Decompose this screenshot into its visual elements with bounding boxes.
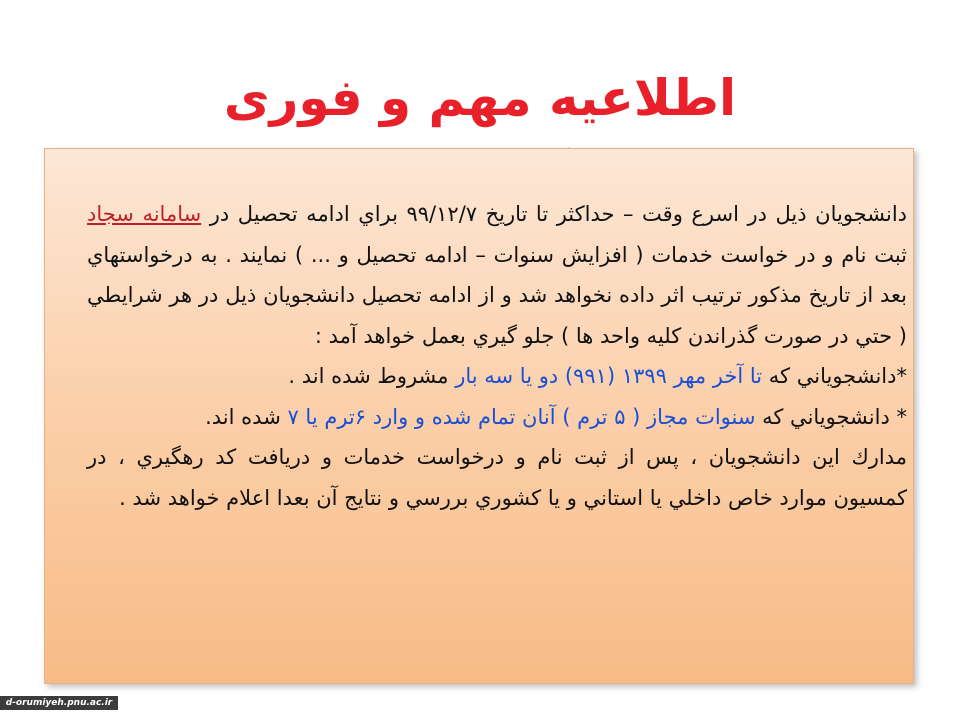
announcement-box xyxy=(44,148,914,684)
condition-item-highlight: تا آخر مهر ۱۳۹۹ (۹۹۱) دو يا سه بار xyxy=(455,364,763,388)
intro-text-end: ثبت نام و در خواست خدمات ( افزايش سنوات – ادامه تحصيل و ... ) نمايند . به درخواستهاي بعد از تاريخ مذكور ترتيب اثر داده نخواهد شد و از ادامه تحصيل دانشجويان ذيل در هر شرايطي ( حتي در صورت گذراندن كليه واحد ها ) جلو گيري بعمل خواهد آمد : xyxy=(87,242,907,348)
condition-item-prefix: * دانشجوياني كه xyxy=(755,404,907,429)
condition-item-highlight: سنوات مجاز ( ۵ ترم ) آنان تمام شده و وارد ۶ترم يا ۷ xyxy=(287,404,756,429)
condition-item-prefix: *دانشجوياني كه xyxy=(762,364,907,388)
page-title: اطلاعیه مهم و فوری xyxy=(223,69,737,127)
condition-item-probation xyxy=(87,356,907,397)
condition-item-suffix: شده اند. xyxy=(205,404,288,429)
intro-paragraph xyxy=(87,194,907,356)
intro-text-start: دانشجويان ذيل در اسرع وقت – حداكثر تا تاريخ ۹۹/۱۲/۷ براي ادامه تحصيل در xyxy=(201,202,908,226)
sajad-system-link[interactable]: سامانه سجاد xyxy=(87,202,202,226)
closing-paragraph: مدارك اين دانشجويان ، پس از ثبت نام و درخواست خدمات و دريافت كد رهگيري ، در كمسيون موارد خاص داخلي يا استاني و يا كشوري بررسي و نتايج آن بعدا اعلام خواهد شد . xyxy=(87,445,907,510)
condition-item-terms xyxy=(87,397,907,438)
condition-item-suffix: مشروط شده اند . xyxy=(288,364,456,388)
website-footer-label: d-orumiyeh.pnu.ac.ir xyxy=(0,696,118,710)
announcement-text xyxy=(87,194,907,518)
